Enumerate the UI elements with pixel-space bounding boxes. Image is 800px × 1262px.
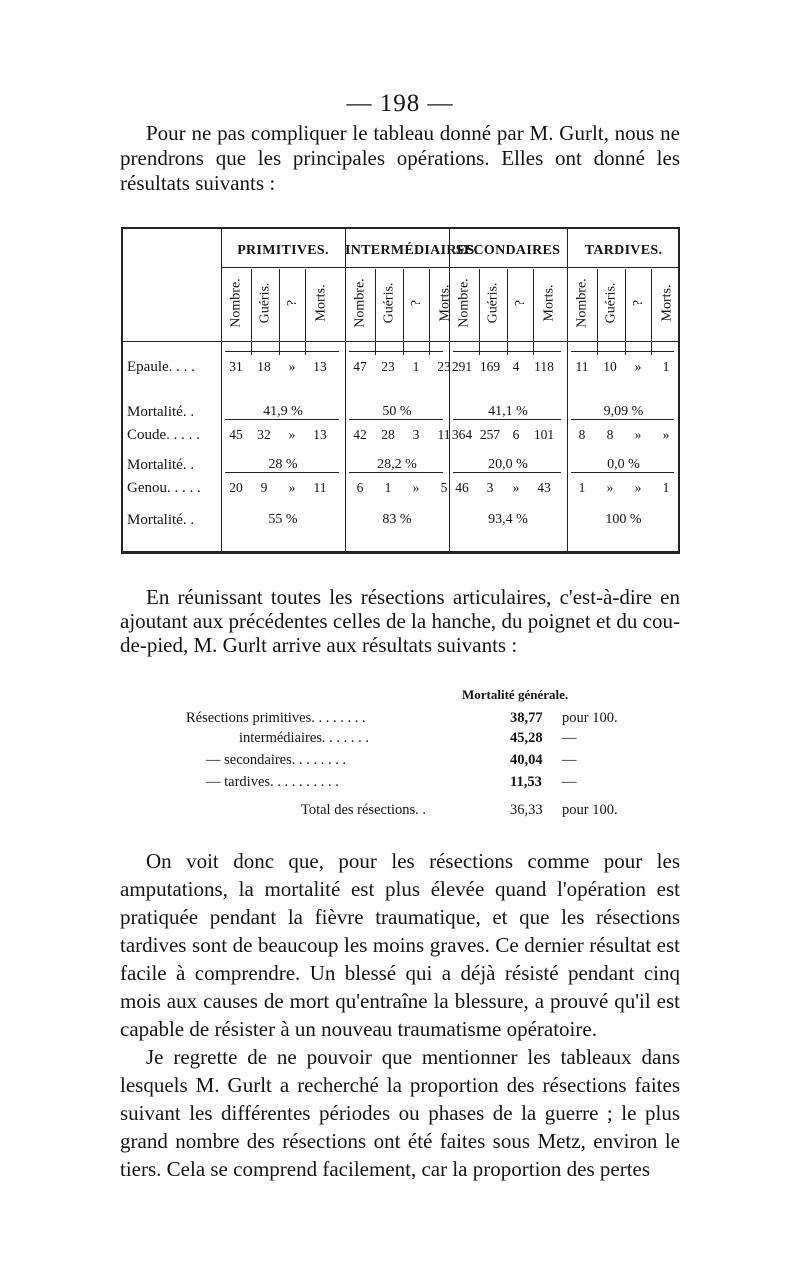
table-divider (221, 229, 222, 551)
table-cell: 8 (578, 427, 586, 442)
table-cell: 23 (381, 359, 395, 374)
summary-row-label: — tardives. . . . . . . . . . (206, 774, 339, 790)
summary-row-label: — secondaires. . . . . . . . (206, 752, 347, 768)
table-cell: » (606, 480, 614, 495)
table-cell: 47 (353, 359, 367, 374)
table-column-header (597, 271, 625, 335)
table-cell: 23 (437, 359, 451, 374)
summary-row-value: 40,04 (510, 752, 543, 768)
table-group-header: TARDIVES. (584, 243, 663, 258)
table-cell: » (412, 480, 420, 495)
table-mortality-rate: 28,2 % (377, 457, 417, 472)
table-cell: 13 (313, 359, 327, 374)
intro-paragraph (120, 121, 680, 196)
table-cell: 45 (229, 427, 243, 442)
table-column-header (625, 271, 653, 335)
table-cell: 364 (451, 427, 473, 442)
table-bracket (225, 351, 339, 352)
table-column-header-text: ? (285, 299, 300, 307)
table-cell: 11 (437, 427, 451, 442)
conclusion-section (120, 847, 680, 1183)
table-cell: » (288, 480, 296, 495)
table-mortality-rate: 55 % (268, 512, 298, 527)
table-bracket (225, 472, 339, 473)
table-column-header (653, 271, 681, 335)
summary-row (186, 710, 636, 730)
summary-total-value: 36,33 (510, 802, 543, 818)
table-cell: 20 (229, 480, 243, 495)
table-column-header-text: Guéris. (381, 282, 397, 324)
table-cell: 6 (356, 480, 364, 495)
table-mortality-rate: 100 % (605, 512, 642, 527)
summary-row-unit: — (562, 730, 577, 746)
table-mortality-rate: 83 % (382, 512, 412, 527)
table-cell: 28 (381, 427, 395, 442)
table-column-header (375, 271, 403, 335)
table-column-header (451, 271, 479, 335)
table-cell: » (634, 480, 642, 495)
table-cell: 11 (313, 480, 327, 495)
table-column-header-text: Guéris. (603, 282, 619, 324)
table-divider (567, 229, 568, 551)
table-bracket (349, 472, 443, 473)
middle-paragraph (120, 585, 680, 657)
table-cell: 3 (486, 480, 494, 495)
table-row-label: Epaule. . . . (127, 359, 195, 375)
table-bracket (453, 419, 561, 420)
summary-row-value: 45,28 (510, 730, 543, 746)
summary-row-unit: — (562, 774, 577, 790)
summary-total-label: Total des résections. . (301, 802, 427, 818)
table-column-header (347, 271, 375, 335)
table-column-header-text: Morts. (437, 284, 453, 322)
table-divider (345, 229, 346, 551)
conclusion-paragraph: On voit donc que, pour les résections comme pour les amputations, la mortalité est plus élevée quand l'opération est pratiquée pendant la fièvre traumatique, et que les résections tardives sont de beaucoup les moins graves. Ce dernier résultat est facile à comprendre. Un blessé qui a déjà résisté pendant cinq mois aux causes de mort qu'entraîne la blessure, a prouvé qu'il est capable de résister à un nouveau traumatisme opératoire. (120, 849, 680, 1041)
table-cell: 3 (412, 427, 420, 442)
table-column-header (403, 271, 431, 335)
table-cell: 18 (257, 359, 271, 374)
table-cell: » (662, 427, 670, 442)
table-cell: 46 (455, 480, 469, 495)
table-cell: 9 (260, 480, 268, 495)
table-row-label: Mortalité. . (127, 404, 195, 420)
table-column-header-text: ? (513, 299, 528, 307)
table-column-header-text: Guéris. (485, 282, 501, 324)
table-column-header-text: Nombre. (353, 278, 369, 328)
table-cell: 118 (534, 359, 554, 374)
summary-row (186, 752, 636, 772)
table-cell: 169 (479, 359, 501, 374)
summary-row (186, 730, 636, 750)
table-mortality-rate: 9,09 % (603, 404, 644, 419)
table-cell: 101 (533, 427, 555, 442)
summary-total-row (186, 802, 636, 822)
statistics-table (121, 227, 680, 554)
summary-total-unit: pour 100. (562, 802, 618, 818)
page-number: — 198 — (346, 90, 454, 117)
table-bracket (571, 472, 674, 473)
table-column-header (569, 271, 597, 335)
table-column-header (307, 271, 335, 335)
table-column-header-text: Morts. (659, 284, 675, 322)
table-cell: 257 (479, 427, 501, 442)
table-column-header-text: Nombre. (229, 278, 245, 328)
table-cell: » (288, 359, 296, 374)
table-cell: 13 (313, 427, 327, 442)
table-cell: » (288, 427, 296, 442)
middle-text: En réunissant toutes les résections articulaires, c'est-à-dire en ajoutant aux précédentes celles de la hanche, du poignet et du cou-de-pied, M. Gurlt arrive aux résultats suivants : (120, 585, 680, 657)
table-column-header (535, 271, 563, 335)
table-column-header (279, 271, 307, 335)
table-column-header-text: Nombre. (575, 278, 591, 328)
table-bracket (453, 472, 561, 473)
table-column-header (479, 271, 507, 335)
table-group-header: INTERMÉDIAIRES. (345, 243, 479, 258)
table-cell: 43 (537, 480, 551, 495)
table-column-header (223, 271, 251, 335)
conclusion-paragraph: Je regrette de ne pouvoir que mentionner les tableaux dans lesquels M. Gurlt a recherché la proportion des résections faites suivant les différentes périodes ou phases de la guerre ; le plus grand nombre des résections ont été faites sous Metz, environ le tiers. Cela se comprend facilement, car la proportion des pertes (120, 1045, 680, 1181)
table-cell: 31 (229, 359, 243, 374)
table-divider (123, 341, 678, 342)
table-bracket (453, 351, 561, 352)
table-cell: 1 (662, 359, 670, 374)
table-mortality-rate: 41,1 % (488, 404, 528, 419)
table-column-header-text: Nombre. (457, 278, 473, 328)
summary-row-unit: pour 100. (562, 710, 618, 726)
table-cell: » (634, 427, 642, 442)
table-row-label: Mortalité. . (127, 512, 195, 528)
table-bracket (571, 351, 674, 352)
table-group-header: SECONDAIRES (455, 243, 561, 258)
table-column-header-text: Guéris. (257, 282, 273, 324)
table-cell: 8 (606, 427, 614, 442)
table-bracket (571, 419, 674, 420)
table-column-header-text: ? (409, 299, 424, 307)
table-column-header-text: Morts. (313, 284, 329, 322)
table-column-header (507, 271, 535, 335)
table-group-header: PRIMITIVES. (237, 243, 329, 258)
table-divider (221, 267, 678, 268)
table-cell: 10 (603, 359, 617, 374)
table-column-header-text: ? (631, 299, 646, 307)
table-row-label: Genou. . . . . (127, 480, 201, 496)
table-column-header-text: Morts. (541, 284, 557, 322)
table-mortality-rate: 0,0 % (607, 457, 640, 472)
summary-header: Mortalité générale. (462, 687, 569, 702)
table-cell: 291 (451, 359, 473, 374)
table-cell: 1 (384, 480, 392, 495)
table-cell: 5 (440, 480, 448, 495)
table-mortality-rate: 41,9 % (263, 404, 303, 419)
summary-row-value: 38,77 (510, 710, 543, 726)
table-mortality-rate: 28 % (268, 457, 298, 472)
table-bracket (349, 351, 443, 352)
summary-row-label: intermédiaires. . . . . . . (239, 730, 370, 746)
table-bracket (349, 419, 443, 420)
table-bracket (225, 419, 339, 420)
table-cell: 32 (257, 427, 271, 442)
table-row-label: Coude. . . . . (127, 427, 200, 443)
table-cell: 4 (512, 359, 520, 374)
table-cell: 1 (412, 359, 420, 374)
table-mortality-rate: 93,4 % (488, 512, 528, 527)
table-column-header (251, 271, 279, 335)
summary-row (186, 774, 636, 794)
table-cell: 11 (575, 359, 589, 374)
intro-text: Pour ne pas compliquer le tableau donné par M. Gurlt, nous ne prendrons que les principales opérations. Elles ont donné les résultats suivants : (120, 121, 680, 195)
table-row-label: Mortalité. . (127, 457, 195, 473)
summary-row-unit: — (562, 752, 577, 768)
table-mortality-rate: 50 % (382, 404, 412, 419)
table-mortality-rate: 20,0 % (488, 457, 528, 472)
table-cell: 42 (353, 427, 367, 442)
table-cell: » (634, 359, 642, 374)
summary-row-value: 11,53 (510, 774, 542, 790)
table-cell: 1 (578, 480, 586, 495)
table-cell: 1 (662, 480, 670, 495)
summary-row-label: Résections primitives. . . . . . . . (186, 710, 366, 726)
table-cell: » (512, 480, 520, 495)
table-cell: 6 (512, 427, 520, 442)
